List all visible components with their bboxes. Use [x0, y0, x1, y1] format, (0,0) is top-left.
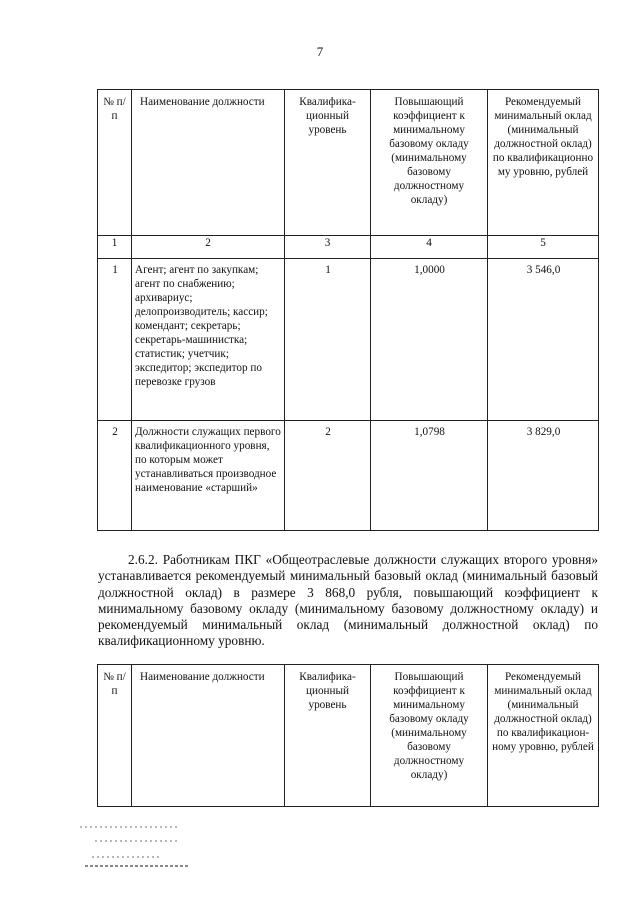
page-number: 7 — [316, 44, 324, 59]
column-number: 1 — [98, 236, 132, 259]
paragraph-text: 2.6.2. Работникам ПКГ «Общеотраслевые должности служащих второго уровня» устанавливается рекомендуемый минимальный базовый оклад (минимальный базовый должностной оклад) в размере 3 868,0 рубля, повышающий коэффициент к минимальному базовому окладу (минимальному базовому должностному окладу) и рекомендуемый минимальный оклад (минимальный должностной оклад) по квалификационному уровню. — [98, 552, 598, 649]
table-header-row — [98, 90, 599, 236]
header-number: № п/п — [98, 665, 132, 807]
column-number: 4 — [371, 236, 488, 259]
salary-table-level-1 — [97, 89, 599, 531]
row-number: 2 — [98, 421, 132, 531]
header-qualification-level: Квалифика-ционный уровень — [285, 90, 371, 236]
table-header-row — [98, 665, 599, 807]
header-coefficient: Повышающий коэффициент к минимальному базовому окладу (минимальному базовому должностному окладу) — [371, 90, 488, 236]
row-qualification-level: 1 — [285, 259, 371, 421]
table-row — [98, 259, 599, 421]
row-number: 1 — [98, 259, 132, 421]
scan-artifact — [92, 856, 162, 858]
row-position-name: Агент; агент по закупкам; агент по снабжению; архивариус; делопроизводитель; кассир; комендант; секретарь; секретарь-машинистка; статистик; учетчик; экспедитор; экспедитор по перевозке грузов — [132, 259, 285, 421]
scan-artifact — [80, 826, 180, 828]
row-position-name: Должности служащих первого квалификационного уровня, по которым может устанавливаться производное наименование «старший» — [132, 421, 285, 531]
row-coefficient: 1,0000 — [371, 259, 488, 421]
column-number: 2 — [132, 236, 285, 259]
header-recommended-salary: Рекомендуемый минимальный оклад (минимальный должностной оклад) по квалификационно му уровню, рублей — [488, 90, 599, 236]
header-coefficient: Повышающий коэффициент к минимальному базовому окладу (минимальному базовому должностному окладу) — [371, 665, 488, 807]
scan-artifact — [95, 840, 180, 842]
row-coefficient: 1,0798 — [371, 421, 488, 531]
header-recommended-salary: Рекомендуемый минимальный оклад (минимальный должностной оклад) по квалификацион-ному уровню, рублей — [488, 665, 599, 807]
row-salary: 3 829,0 — [488, 421, 599, 531]
column-number: 5 — [488, 236, 599, 259]
header-position-name: Наименование должности — [132, 665, 285, 807]
header-qualification-level: Квалифика-ционный уровень — [285, 665, 371, 807]
header-position-name: Наименование должности — [132, 90, 285, 236]
salary-table-level-2 — [97, 664, 599, 807]
row-qualification-level: 2 — [285, 421, 371, 531]
column-number: 3 — [285, 236, 371, 259]
column-number-row — [98, 236, 599, 259]
table-row — [98, 421, 599, 531]
section-2-6-2-paragraph — [98, 552, 598, 650]
header-number: № п/п — [98, 90, 132, 236]
row-salary: 3 546,0 — [488, 259, 599, 421]
scan-artifact — [85, 865, 190, 867]
